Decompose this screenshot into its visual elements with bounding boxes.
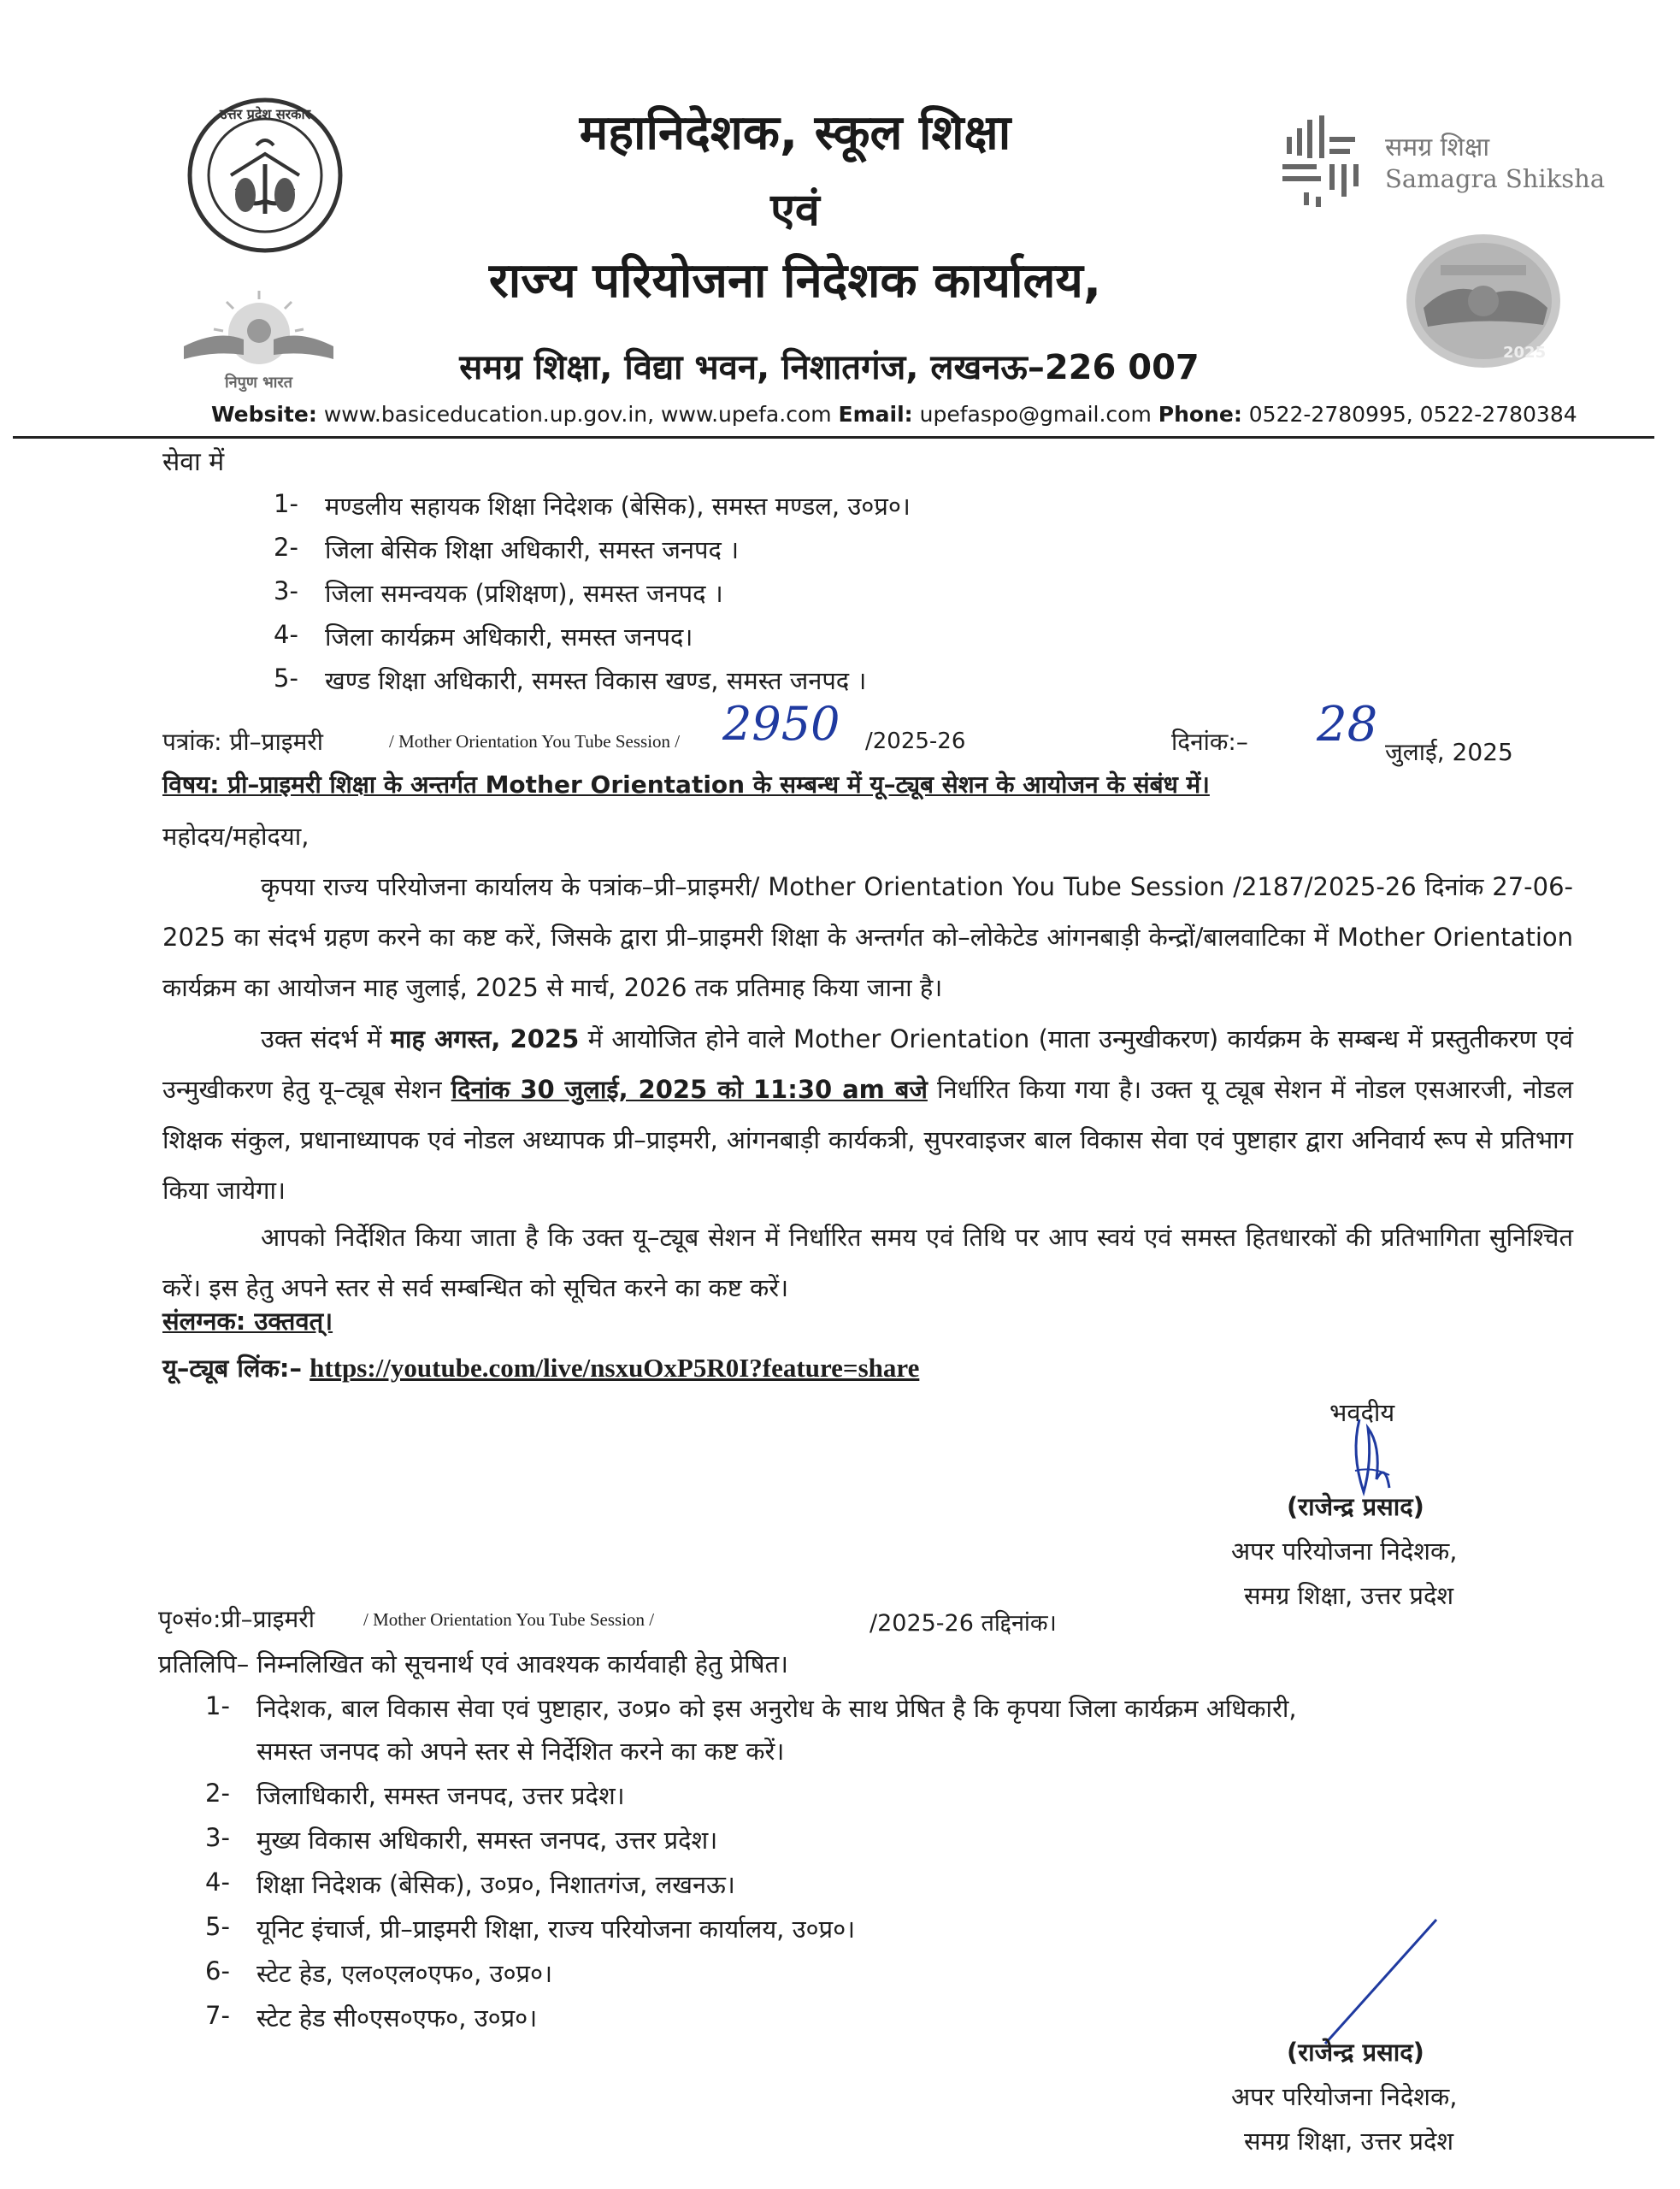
signatory-designation-1: अपर परियोजना निदेशक, bbox=[1231, 1537, 1458, 1566]
session-datetime: दिनांक 30 जुलाई, 2025 को 11:30 am बजे bbox=[451, 1075, 928, 1104]
signatory-name-1: (राजेन्द्र प्रसाद) bbox=[1287, 1492, 1424, 1521]
date-label: दिनांक:– bbox=[1171, 728, 1248, 756]
up-government-emblem bbox=[184, 94, 346, 257]
commemorative-stamp bbox=[1402, 231, 1565, 372]
salutation: महोदय/महोदया, bbox=[162, 822, 309, 851]
handwritten-signature-2 bbox=[1317, 1915, 1445, 2052]
nipun-bharat-logo bbox=[167, 286, 351, 398]
copy-ref-rest: /2025-26 तद्दिनांक। bbox=[869, 1610, 1057, 1637]
samagra-logo-hindi: समग्र शिक्षा bbox=[1385, 133, 1490, 162]
copy-intro: प्रतिलिपि– निम्नलिखित को सूचनार्थ एवं आवश्यक कार्यवाही हेतु प्रेषित। bbox=[158, 1649, 789, 1679]
samagra-shiksha-logo bbox=[1278, 111, 1620, 222]
contact-line bbox=[211, 402, 1622, 427]
body-paragraph-2: उक्त संदर्भ में माह अगस्त, 2025 में आयोजित होने वाले Mother Orientation (माता उन्मुखीकरण) कार्यक्रम के सम्बन्ध में प्रस्तुतीकरण एवं उन्मुखीकरण हेतु यू–ट्यूब सेशन दिनांक 30 जुलाई, 2025 को 11:30 am बजे निर्धारित किया गया है। उक्त यू ट्यूब सेशन में नोडल एसआरजी, नोडल शिक्षक संकुल, प्रधानाध्यापक एवं नोडल अध्यापक प्री–प्राइमरी, आंगनबाड़ी कार्यकत्री, सुपरवाइजर बाल विकास सेवा एवं पुष्टाहार द्वारा अनिवार्य रूप से प्रतिभाग किया जायेगा। bbox=[162, 1024, 1573, 1205]
signatory-designation-2: अपर परियोजना निदेशक, bbox=[1231, 2082, 1458, 2111]
header-divider bbox=[13, 436, 1654, 439]
copy-ref-session: / Mother Orientation You Tube Session / bbox=[363, 1609, 655, 1630]
youtube-link-row bbox=[162, 1351, 919, 1384]
phone-label: Phone: bbox=[1158, 402, 1242, 427]
youtube-link[interactable]: https://youtube.com/live/nsxuOxP5R0I?feature=share bbox=[309, 1353, 920, 1383]
emblem-text: उत्तर प्रदेश सरकार bbox=[219, 106, 311, 122]
email-value: upefaspo@gmail.com bbox=[919, 402, 1152, 427]
enclosure: संलग्नक: उक्तवत्। bbox=[162, 1307, 333, 1336]
website-label: Website: bbox=[211, 402, 317, 427]
date-day-handwritten: 28 bbox=[1317, 697, 1378, 752]
phone-value: 0522-2780995, 0522-2780384 bbox=[1248, 402, 1577, 427]
ref-year: /2025-26 bbox=[865, 729, 966, 754]
nipun-bharat-text: निपुण भारत bbox=[224, 374, 293, 392]
body-paragraph-3: आपको निर्देशित किया जाता है कि उक्त यू–ट्यूब सेशन में निर्धारित समय एवं तिथि पर आप स्वयं एवं समस्त हितधारकों की प्रतिभागिता सुनिश्चित करें। इस हेतु अपने स्तर से सर्व सम्बन्धित को सूचित करने का कष्ट करें। bbox=[162, 1223, 1573, 1302]
email-label: Email: bbox=[838, 402, 913, 427]
signatory-office-2: समग्र शिक्षा, उत्तर प्रदेश bbox=[1244, 2127, 1454, 2156]
samagra-logo-english: Samagra Shiksha bbox=[1385, 164, 1606, 193]
subject-line: विषय: प्री–प्राइमरी शिक्षा के अन्तर्गत Mother Orientation के सम्बन्ध में यू–ट्यूब सेशन के आयोजन के संबंध में। bbox=[162, 770, 1210, 799]
addressee-title: सेवा में bbox=[162, 447, 225, 477]
header-title-line2: एवं bbox=[770, 185, 820, 236]
date-rest: जुलाई, 2025 bbox=[1385, 738, 1513, 766]
youtube-link-label: यू–ट्यूब लिंक:– bbox=[162, 1354, 302, 1383]
ref-prefix: पत्रांक: प्री–प्राइमरी bbox=[162, 728, 324, 756]
copy-ref-prefix: पृ०सं०:प्री–प्राइमरी bbox=[158, 1605, 315, 1633]
ref-session: / Mother Orientation You Tube Session / bbox=[389, 731, 681, 752]
header-title-line1: महानिदेशक, स्कूल शिक्षा bbox=[579, 105, 1011, 161]
body-paragraph-1: कृपया राज्य परियोजना कार्यालय के पत्रांक–प्री–प्राइमरी/ Mother Orientation You Tube Session /2187/2025-26 दिनांक 27-06-2025 का संदर्भ ग्रहण करने का कष्ट करें, जिसके द्वारा प्री–प्राइमरी शिक्षा के अन्तर्गत को–लोकेटेड आंगनबाड़ी केन्द्रों/बालवाटिका में Mother Orientation कार्यक्रम का आयोजन माह जुलाई, 2025 से मार्च, 2026 तक प्रतिमाह किया जाना है। bbox=[162, 872, 1573, 1002]
closing: भवदीय bbox=[1329, 1398, 1395, 1427]
website-value: www.basiceducation.up.gov.in, www.upefa.com bbox=[323, 402, 832, 427]
ref-number-handwritten: 2950 bbox=[722, 697, 840, 751]
copy-item-continuation: समस्त जनपद को अपने स्तर से निर्देशित करने का कष्ट करें। bbox=[256, 1737, 785, 1766]
signatory-office-1: समग्र शिक्षा, उत्तर प्रदेश bbox=[1244, 1581, 1454, 1610]
signatory-name-2: (राजेन्द्र प्रसाद) bbox=[1287, 2038, 1424, 2067]
header-title-line3: राज्य परियोजना निदेशक कार्यालय, bbox=[488, 253, 1102, 309]
header-address: समग्र शिक्षा, विद्या भवन, निशातगंज, लखनऊ–226 007 bbox=[459, 348, 1200, 387]
stamp-year: 2025 bbox=[1503, 344, 1547, 362]
